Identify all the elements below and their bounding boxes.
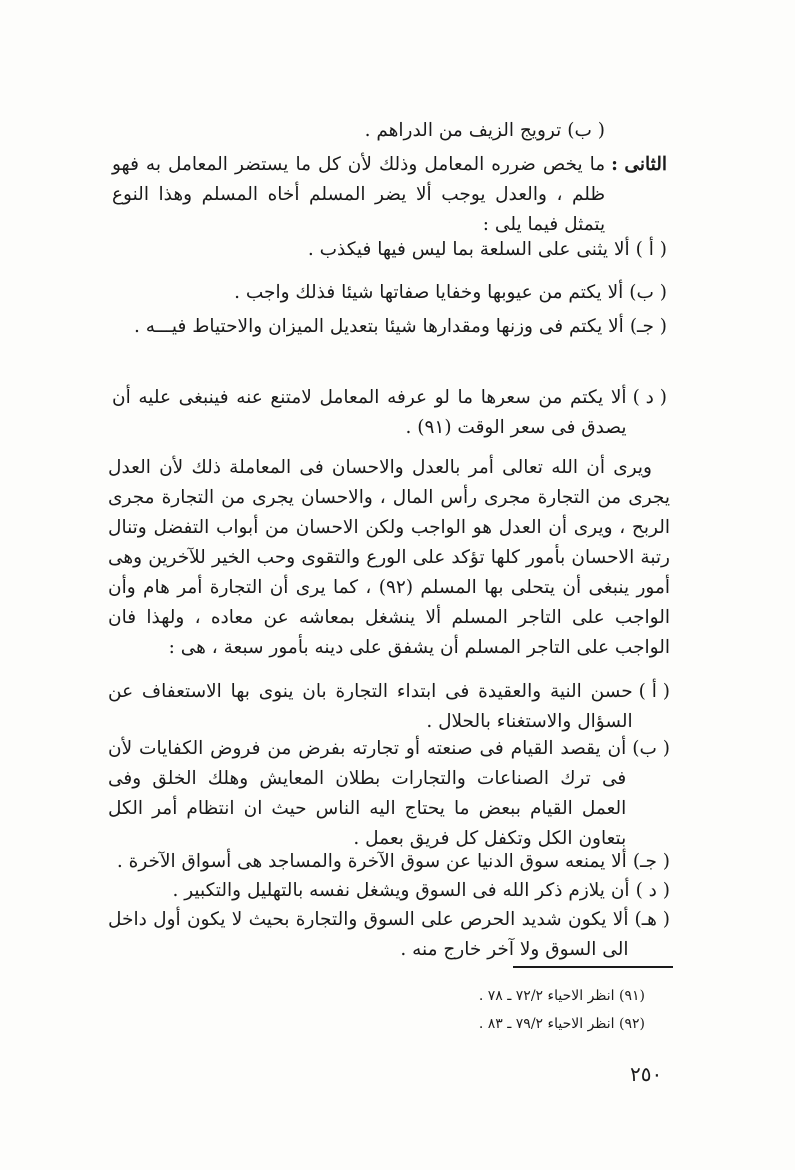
section-text: ما يخص ضرره المعامل وذلك لأن كل ما يستضر المعامل به فهو ظلم ، والعدل يوجب ألا يضر المسلم أخاه المسلم وهذا النوع يتمثل فيما يلى : [112,154,606,235]
page-number: ٢٥٠ [630,1062,663,1086]
list-item [108,876,670,906]
list-item [108,905,670,965]
item-text: ألا يمنعه سوق الدنيا عن سوق الآخرة والمساجد هى أسواق الآخرة . [116,851,627,872]
list-item [108,677,670,737]
footnote-separator [513,966,673,968]
item-text: ألا يكتم فى وزنها ومقدارها شيئا بتعديل الميزان والاحتياط فيـــه . [133,316,624,337]
item-label: ( هـ) [634,909,670,930]
section-label: الثانى : [611,154,667,175]
item-text: ألا يكون شديد الحرص على السوق والتجارة بحيث لا يكون أول داخل الى السوق ولا آخر خارج منه . [108,909,629,960]
item-text: ألا يكتم من عيوبها وخفايا صفاتها شيئا فذلك واجب . [234,282,624,303]
footnote-92: (٩٢) انظر الاحياء ٧٩/٢ ـ ٨٣ . [478,1016,645,1032]
item-text: حسن النية والعقيدة فى ابتداء التجارة بان ينوى بها الاستعفاف عن السؤال والاستغناء بالحلال . [108,681,633,732]
item-text: ترويج الزيف من الدراهم . [364,120,562,141]
item-label: ( أ ) [638,681,670,702]
item-text: أن يقصد القيام فى صنعته أو تجارته بفرض من فروض الكفايات لأن فى ترك الصناعات والتجارات بطلان المعايش وهلك الخلق وفى العمل القيام ببعض ما يحتاج اليه الناس حيث ان انتظام أمر الكل بتعاون الكل وتكفل كل فريق بعمل . [108,738,627,849]
list-item [147,235,667,265]
item-text: ألا يثنى على السلعة بما ليس فيها فيكذب . [307,239,630,260]
list-item [112,383,667,443]
item-b-top [175,116,605,146]
section-second [112,150,667,240]
item-label: ( د ) [635,880,670,901]
main-paragraph [108,453,670,663]
item-label: ( أ ) [635,239,667,260]
list-item [122,278,667,308]
item-text: ألا يكتم من سعرها ما لو عرفه المعامل لامتنع عنه فينبغى عليه أن يصدق فى سعر الوقت (٩١) . [112,387,627,438]
list-item [108,847,670,877]
item-text: أن يلازم ذكر الله فى السوق ويشغل نفسه بالتهليل والتكبير . [172,880,630,901]
item-label: ( جـ) [629,316,667,337]
item-label: ( ب) [567,120,605,141]
list-item [117,312,667,342]
item-label: ( د ) [632,387,667,408]
item-label: ( جـ) [632,851,670,872]
item-label: ( ب) [629,282,667,303]
paragraph-text: ويرى أن الله تعالى أمر بالعدل والاحسان فى المعاملة ذلك لأن العدل يجرى من التجارة مجرى رأس المال ، والاحسان يجرى من التجارة مجرى الربح ، ويرى أن العدل هو الواجب ولكن الاحسان من أبواب التفضل وتنال رتبة الاحسان بأمور كلها تؤكد على الورع والتقوى وحب الخير للآخرين وهى أمور ينبغى أن يتحلى بها المسلم (٩٢) ، كما يرى أن التجارة أمر هام وأن الواجب على التاجر المسلم ألا ينشغل بمعاشه عن معاده ، ولهذا فان الواجب على التاجر المسلم أن يشفق على دينه بأمور سبعة ، هى : [108,457,670,658]
item-label: ( ب) [632,738,670,759]
footnote-91: (٩١) انظر الاحياء ٧٢/٢ ـ ٧٨ . [478,988,645,1004]
list-item [108,734,670,854]
